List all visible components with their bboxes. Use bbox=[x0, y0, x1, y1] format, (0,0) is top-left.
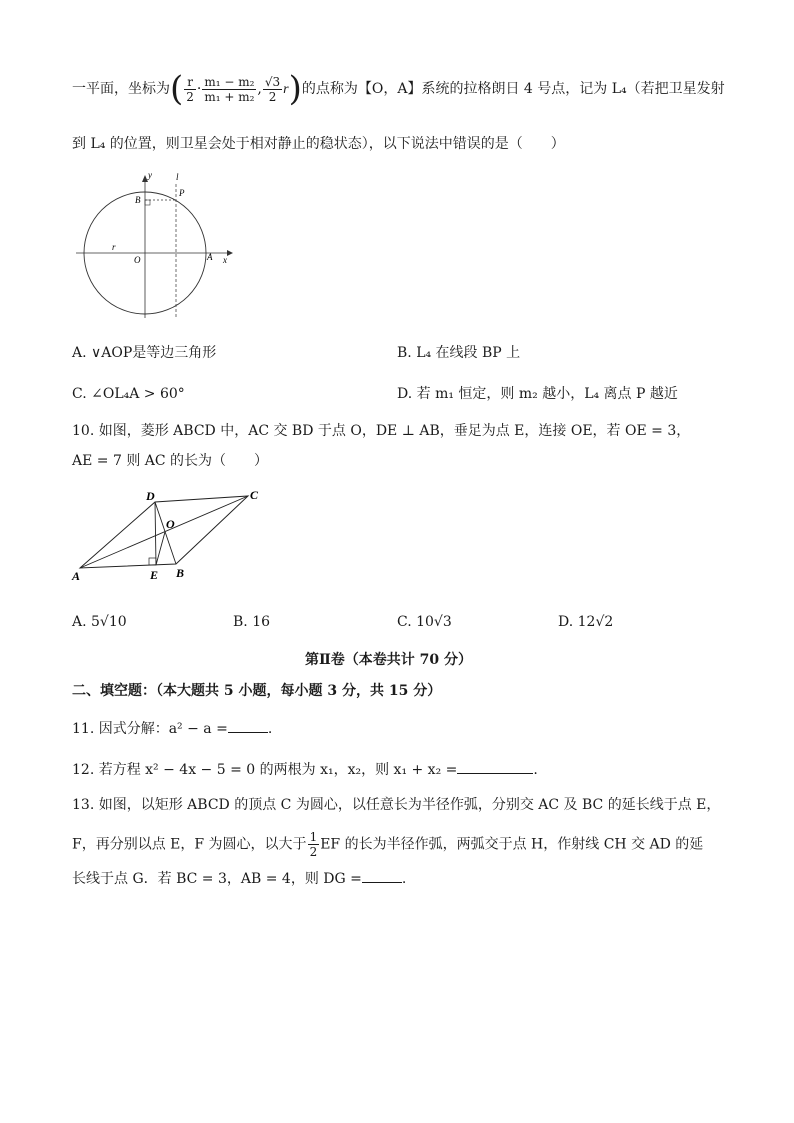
label-r: r bbox=[112, 242, 116, 252]
label-p: P bbox=[179, 188, 185, 198]
q10-line2: AE = 7 则 AC 的长为（ ） bbox=[72, 453, 269, 469]
right-angle-mark-e bbox=[149, 558, 156, 565]
section-2-title: 第Ⅱ卷（本卷共计 70 分） bbox=[305, 652, 473, 668]
fraction-r-over-2: $\frac{r}{2}$ bbox=[186, 74, 194, 104]
q9-option-d[interactable]: D. 若 m₁ 恒定，则 m₂ 越小，L₄ 离点 P 越近 bbox=[397, 386, 678, 402]
label-a-rhombus: A bbox=[72, 569, 81, 583]
q9-line1: 一平面，坐标为( $\frac{r}{2}$ · $\frac{\text{m₁ − m₂}}{\text{m₁ + m₂}}$ , $\frac{√3}{2}$ r)的点称为【O，A】系统的拉格朗日 4 号点，记为 L₄（若把卫星发射 bbox=[72, 69, 725, 109]
q9-option-a[interactable]: A. ∨AOP是等边三角形 bbox=[72, 345, 217, 361]
q10-option-a[interactable]: A. 5√10 bbox=[72, 614, 127, 630]
q13-line3: 长线于点 G．若 BC = 3，AB = 4，则 DG = . bbox=[72, 868, 406, 889]
open-paren: ( bbox=[170, 69, 184, 109]
q11-answer-blank[interactable] bbox=[228, 718, 268, 733]
q11: 11. 因式分解：a² − a = . bbox=[72, 718, 272, 739]
segment-de bbox=[155, 502, 156, 565]
q9-option-c[interactable]: C. ∠OL₄A > 60° bbox=[72, 386, 185, 402]
label-y: y bbox=[148, 170, 152, 180]
q13-line2: F，再分别以点 E，F 为圆心，以大于 $\frac{1}{2}$ EF 的长为半径作弧，两弧交于点 H，作射线 CH 交 AD 的延 bbox=[72, 830, 704, 859]
q13-answer-blank[interactable] bbox=[362, 868, 402, 883]
close-paren: ) bbox=[288, 69, 302, 109]
diagonal-ac bbox=[80, 496, 248, 568]
label-x: x bbox=[223, 255, 227, 265]
label-b: B bbox=[135, 195, 141, 205]
q11-text: 11. 因式分解：a² − a = bbox=[72, 721, 228, 737]
q12: 12. 若方程 x² − 4x − 5 = 0 的两根为 x₁，x₂，则 x₁ + x₂ = . bbox=[72, 759, 538, 780]
fraction-mass-ratio: $\frac{\text{m₁ − m₂}}{\text{m₁ + m₂}}$ bbox=[204, 74, 255, 104]
label-c: C bbox=[250, 488, 259, 502]
segment-oe bbox=[156, 532, 165, 565]
q9-option-b[interactable]: B. L₄ 在线段 BP 上 bbox=[397, 345, 521, 361]
x-axis-arrow bbox=[227, 250, 233, 256]
q9-line1-suffix: 的点称为【O，A】系统的拉格朗日 4 号点，记为 L₄（若把卫星发射 bbox=[301, 81, 725, 97]
q10-line1: 10. 如图，菱形 ABCD 中，AC 交 BD 于点 O，DE ⊥ AB，垂足为点 E，连接 OE，若 OE = 3， bbox=[72, 423, 691, 439]
q13-line1: 13. 如图，以矩形 ABCD 的顶点 C 为圆心，以任意长为半径作弧，分别交 AC 及 BC 的延长线于点 E， bbox=[72, 797, 721, 813]
fill-in-section-title: 二、填空题：（本大题共 5 小题，每小题 3 分，共 15 分） bbox=[72, 683, 442, 699]
label-d: D bbox=[146, 489, 155, 503]
q12-text: 12. 若方程 x² − 4x − 5 = 0 的两根为 x₁，x₂，则 x₁ + x₂ = bbox=[72, 762, 458, 778]
label-o: O bbox=[134, 255, 141, 265]
q9-line2: 到 L₄ 的位置，则卫星会处于相对静止的稳状态），以下说法中错误的是（ ） bbox=[72, 136, 565, 152]
label-e: E bbox=[150, 568, 159, 582]
diagonal-bd bbox=[155, 502, 176, 564]
q10-option-b[interactable]: B. 16 bbox=[233, 614, 271, 630]
q10-option-c[interactable]: C. 10√3 bbox=[397, 614, 452, 630]
right-angle-mark bbox=[145, 200, 150, 205]
q9-circle-figure bbox=[72, 170, 242, 320]
q10-rhombus-figure bbox=[70, 486, 270, 586]
label-o-rhombus: O bbox=[166, 517, 175, 531]
q10-option-d[interactable]: D. 12√2 bbox=[558, 614, 614, 630]
q9-line1-prefix: 一平面，坐标为 bbox=[72, 81, 170, 97]
label-b-rhombus: B bbox=[176, 566, 185, 580]
label-l: l bbox=[176, 172, 179, 182]
label-a: A bbox=[207, 252, 213, 262]
fraction-one-half: $\frac{1}{2}$ bbox=[309, 830, 318, 859]
q12-answer-blank[interactable] bbox=[457, 759, 533, 774]
fraction-sqrt3-over-2: $\frac{√3}{2}$ bbox=[264, 74, 281, 104]
